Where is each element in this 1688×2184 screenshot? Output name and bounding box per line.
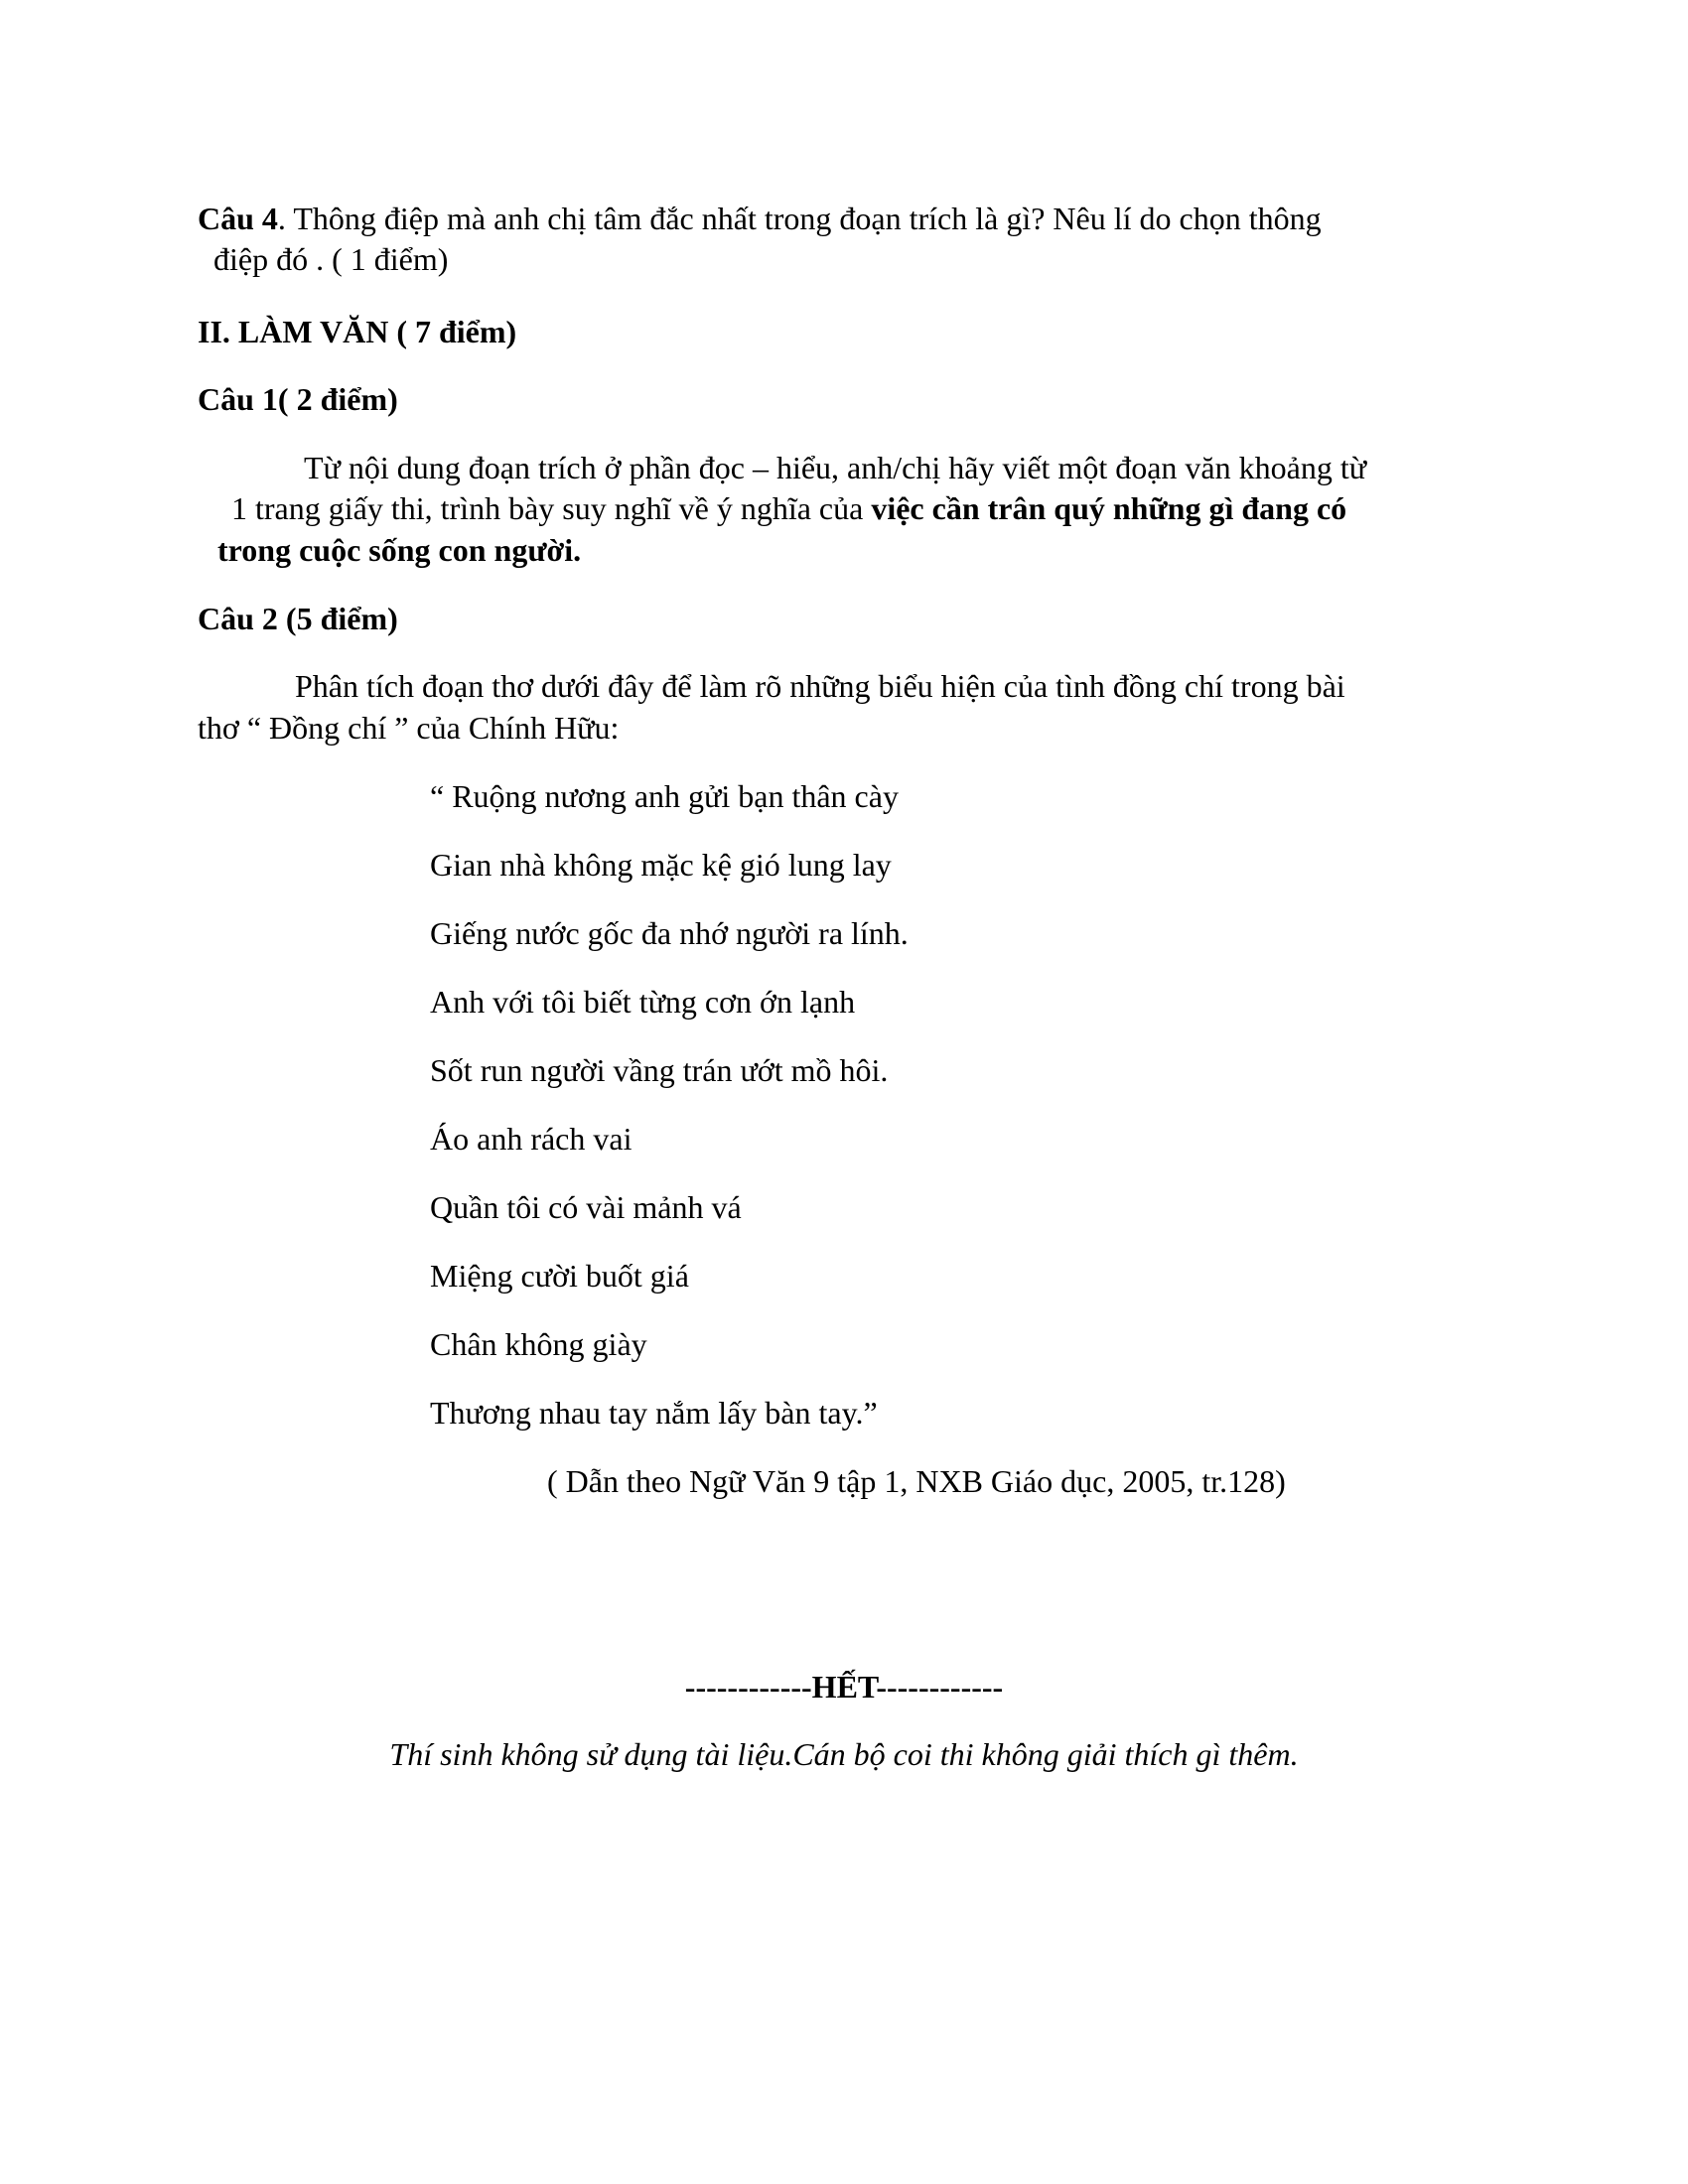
poem-line: Sốt run người vầng trán ướt mồ hôi. [430,1052,889,1088]
cau1-line2-bold: việc cần trân quý những gì đang có [871,490,1347,526]
poem-line: Áo anh rách vai [430,1121,633,1157]
cau2-heading: Câu 2 (5 điểm) [198,601,398,636]
poem-line: Quần tôi có vài mảnh vá [430,1189,742,1225]
q4-text-line1: . Thông điệp mà anh chị tâm đắc nhất trong đoạn trích là gì? Nêu lí do chọn thông [277,201,1322,236]
q4-text-line2: điệp đó . ( 1 điểm) [213,241,449,277]
cau1-line2 [231,487,1346,529]
cau1-heading: Câu 1( 2 điểm) [198,381,398,417]
poem-line: Anh với tôi biết từng cơn ớn lạnh [430,984,856,1020]
section2-heading: II. LÀM VĂN ( 7 điểm) [198,314,517,349]
poem-line: Chân không giày [430,1326,647,1362]
cau1-line3-bold: trong cuộc sống con người. [217,532,582,568]
poem-source: ( Dẫn theo Ngữ Văn 9 tập 1, NXB Giáo dục, 2005, tr.128) [547,1463,1286,1499]
poem-line: Giếng nước gốc đa nhớ người ra lính. [430,915,909,951]
exam-note: Thí sinh không sử dụng tài liệu.Cán bộ coi thi không giải thích gì thêm. [389,1736,1299,1772]
cau1-line2-plain: 1 trang giấy thi, trình bày suy nghĩ về ý nghĩa của [231,490,872,526]
poem-line: Thương nhau tay nắm lấy bàn tay.” [430,1395,878,1431]
poem-line: Gian nhà không mặc kệ gió lung lay [430,847,892,883]
cau1-line1: Từ nội dung đoạn trích ở phần đọc – hiểu, anh/chị hãy viết một đoạn văn khoảng từ [304,450,1367,485]
q4-label: Câu 4 [198,201,278,236]
poem-line: “ Ruộng nương anh gửi bạn thân cày [430,778,899,814]
cau2-line2: thơ “ Đồng chí ” của Chính Hữu: [198,710,620,746]
end-marker: ------------HẾT------------ [684,1669,1004,1705]
cau2-line1: Phân tích đoạn thơ dưới đây để làm rõ những biểu hiện của tình đồng chí trong bài [295,668,1345,704]
poem-line: Miệng cười buốt giá [430,1258,689,1294]
q4-line1 [198,198,1322,239]
